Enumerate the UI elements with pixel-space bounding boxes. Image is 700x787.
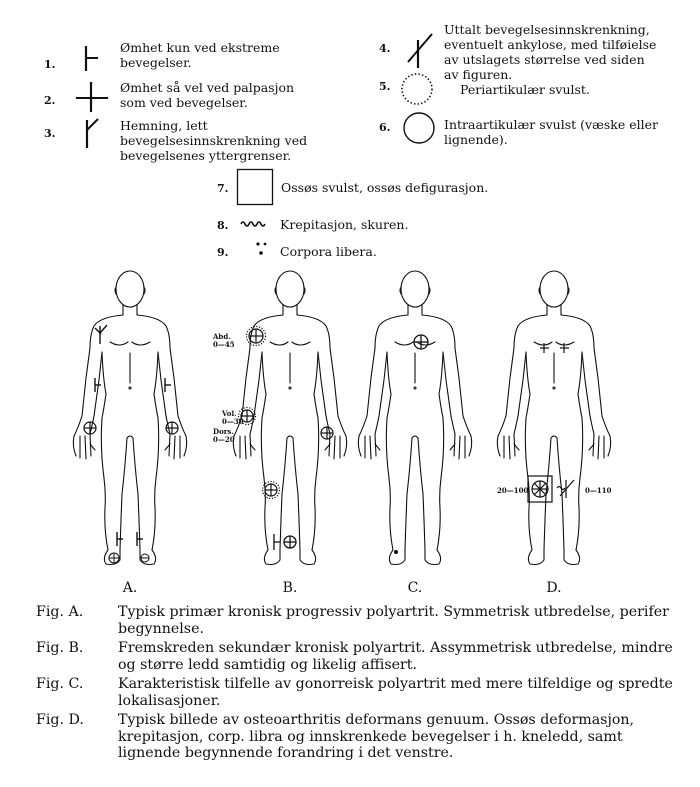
figure-label-c: C. xyxy=(407,580,423,596)
legend-number: 2. xyxy=(44,94,56,107)
legend-number: 5. xyxy=(379,80,391,93)
wavy-icon xyxy=(240,219,276,229)
legend-number: 8. xyxy=(217,219,229,232)
cross-icon xyxy=(74,80,110,114)
square-icon xyxy=(236,168,276,208)
figure-c-chest-mark xyxy=(414,335,428,349)
legend-text: Periartikulær svulst. xyxy=(460,82,590,97)
figure-label-b: B. xyxy=(282,580,298,596)
figure-label-d: D. xyxy=(546,580,562,596)
annot-b-dors: Dors. xyxy=(213,427,234,436)
circle-icon xyxy=(400,109,438,147)
legend-text: Ømhet kun ved ekstreme bevegelser. xyxy=(120,40,280,70)
figure-b-ankle-marks xyxy=(274,534,296,550)
figure-a xyxy=(73,271,186,565)
legend-number: 7. xyxy=(217,182,229,195)
figure-a-wrist-marks xyxy=(84,422,178,434)
annot-b-dors-range: 0—20 xyxy=(213,435,235,444)
figure-b-wrist-mark-right xyxy=(321,427,333,439)
dots-icon xyxy=(254,240,274,260)
figure-d-knee-mark-left xyxy=(557,480,574,498)
caption-text: Fremskreden sekundær kronisk polyartrit. Assymmetrisk utbredelse, mindre og større ledd samtidig og likelig affisert. xyxy=(118,640,673,673)
annot-b-abd: Abd. xyxy=(213,332,231,341)
tick-t-icon xyxy=(80,44,110,74)
figures-panel xyxy=(0,268,700,588)
hemning-icon xyxy=(80,116,110,150)
caption-text: Typisk billede av osteoarthritis deformans genuum. Ossøs deformasjon, krepitasjon, corp. libra og innskrenkede bevegelser i h. kneledd, samt lignende begynnende forandring i det venstre. xyxy=(118,712,635,761)
figure-a-elbow-marks xyxy=(95,378,171,392)
caption-b xyxy=(36,640,676,673)
figure-c xyxy=(358,271,471,565)
legend-text: Hemning, lett bevegelsesinnskrenkning ved bevegelsenes yttergrenser. xyxy=(120,118,308,163)
annot-b-abd-range: 0—45 xyxy=(213,340,235,349)
legend-text: Corpora libera. xyxy=(280,244,377,259)
dotted-circle-icon xyxy=(398,70,436,108)
annot-b-vol: Vol. xyxy=(222,409,237,418)
figure-label-a: A. xyxy=(122,580,138,596)
annot-b-vol-range: 0—30 xyxy=(222,417,244,426)
annot-d-left-range: 20—100 xyxy=(497,486,529,495)
caption-text: Karakteristisk tilfelle av gonorreisk polyartrit med mere tilfeldige og spredte lokalisasjoner. xyxy=(118,676,673,709)
figure-d xyxy=(497,271,610,565)
legend-text: Ømhet så vel ved palpasjon som ved bevegelser. xyxy=(120,80,295,110)
legend-number: 3. xyxy=(44,127,56,140)
annot-d-right-range: 0—110 xyxy=(585,486,612,495)
figure-a-foot-marks xyxy=(109,553,149,563)
legend-text: Uttalt bevegelsesinnskrenkning, eventuelt ankylose, med tilføielse av utslagets størrelse ved siden av figuren. xyxy=(444,22,657,82)
legend-text: Intraartikulær svulst (væske eller lignende). xyxy=(444,117,658,147)
figure-b-shoulder-mark xyxy=(247,327,266,346)
legend-text: Ossøs svulst, ossøs defigurasjon. xyxy=(281,180,489,195)
legend-number: 9. xyxy=(217,246,229,259)
legend-number: 4. xyxy=(379,42,391,55)
legend-text: Krepitasjon, skuren. xyxy=(280,217,409,232)
caption-id: Fig. B. xyxy=(36,640,84,656)
caption-id: Fig. A. xyxy=(36,604,84,620)
slash-cross-icon xyxy=(404,32,438,70)
figure-b xyxy=(233,271,346,565)
legend-number: 1. xyxy=(44,58,56,71)
caption-a xyxy=(36,604,676,637)
caption-d xyxy=(36,712,676,762)
figure-a-shoulder-mark xyxy=(95,325,107,344)
figure-c-foot-mark xyxy=(394,550,398,554)
caption-id: Fig. D. xyxy=(36,712,84,728)
caption-c xyxy=(36,676,676,709)
caption-id: Fig. C. xyxy=(36,676,84,692)
legend-number: 6. xyxy=(379,121,391,134)
caption-text: Typisk primær kronisk progressiv polyartrit. Symmetrisk utbredelse, perifer begynnelse. xyxy=(118,604,669,637)
figure-d-knee-mark-right xyxy=(528,476,552,502)
